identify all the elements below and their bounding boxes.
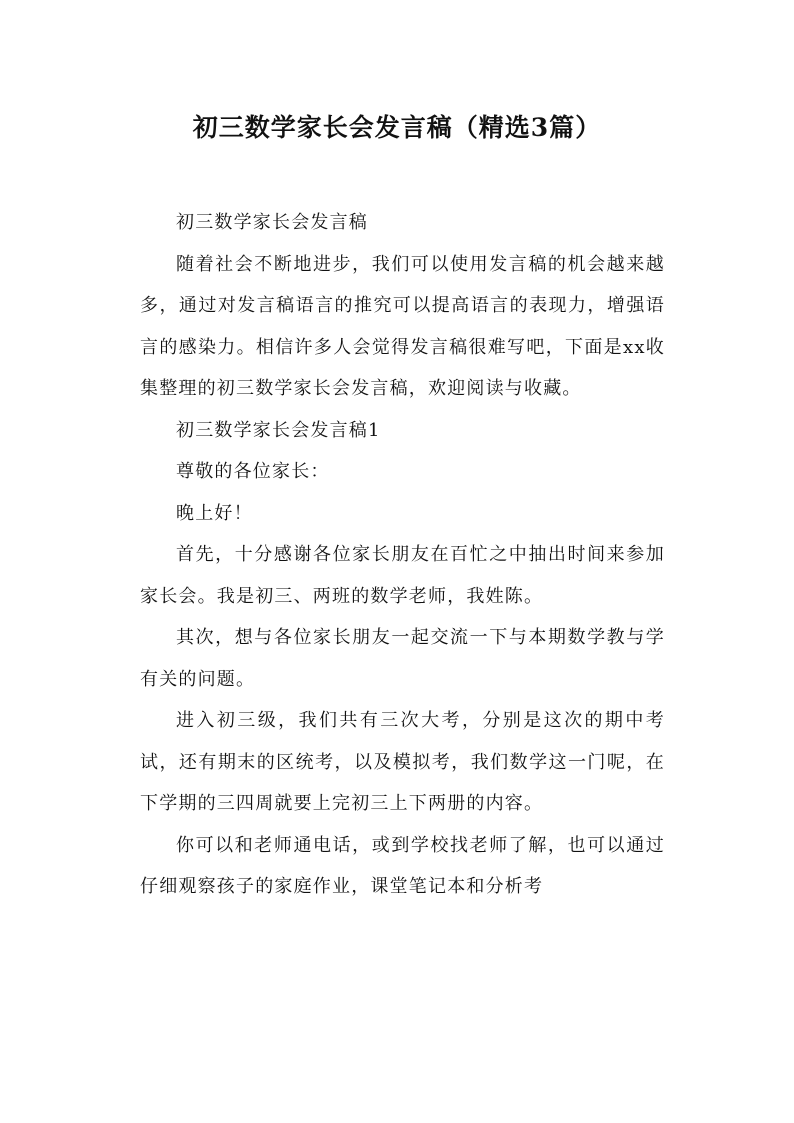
body-paragraph: 你可以和老师通电话，或到学校找老师了解，也可以通过仔细观察孩子的家庭作业，课堂笔记本和分析考 bbox=[140, 834, 665, 897]
intro-paragraph: 随着社会不断地进步，我们可以使用发言稿的机会越来越多，通过对发言稿语言的推究可以提高语言的表现力，增强语言的感染力。相信许多人会觉得发言稿很难写吧，下面是xx收集整理的初三数学家长会发言稿，欢迎阅读与收藏。 bbox=[140, 253, 665, 399]
speech-heading: 初三数学家长会发言稿1 bbox=[176, 419, 381, 441]
document-body bbox=[140, 202, 665, 908]
greeting: 晚上好！ bbox=[176, 502, 253, 524]
document-title: 初三数学家长会发言稿（精选3篇） bbox=[192, 113, 602, 142]
body-paragraph: 其次，想与各位家长朋友一起交流一下与本期数学教与学有关的问题。 bbox=[140, 627, 665, 690]
body-paragraph: 首先，十分感谢各位家长朋友在百忙之中抽出时间来参加家长会。我是初三、两班的数学老师，我姓陈。 bbox=[140, 544, 665, 607]
section-heading: 初三数学家长会发言稿 bbox=[176, 212, 368, 233]
body-paragraph: 进入初三级，我们共有三次大考，分别是这次的期中考试，还有期末的区统考，以及模拟考，我们数学这一门呢，在下学期的三四周就要上完初三上下两册的内容。 bbox=[140, 710, 665, 814]
salutation: 尊敬的各位家长： bbox=[176, 461, 330, 482]
